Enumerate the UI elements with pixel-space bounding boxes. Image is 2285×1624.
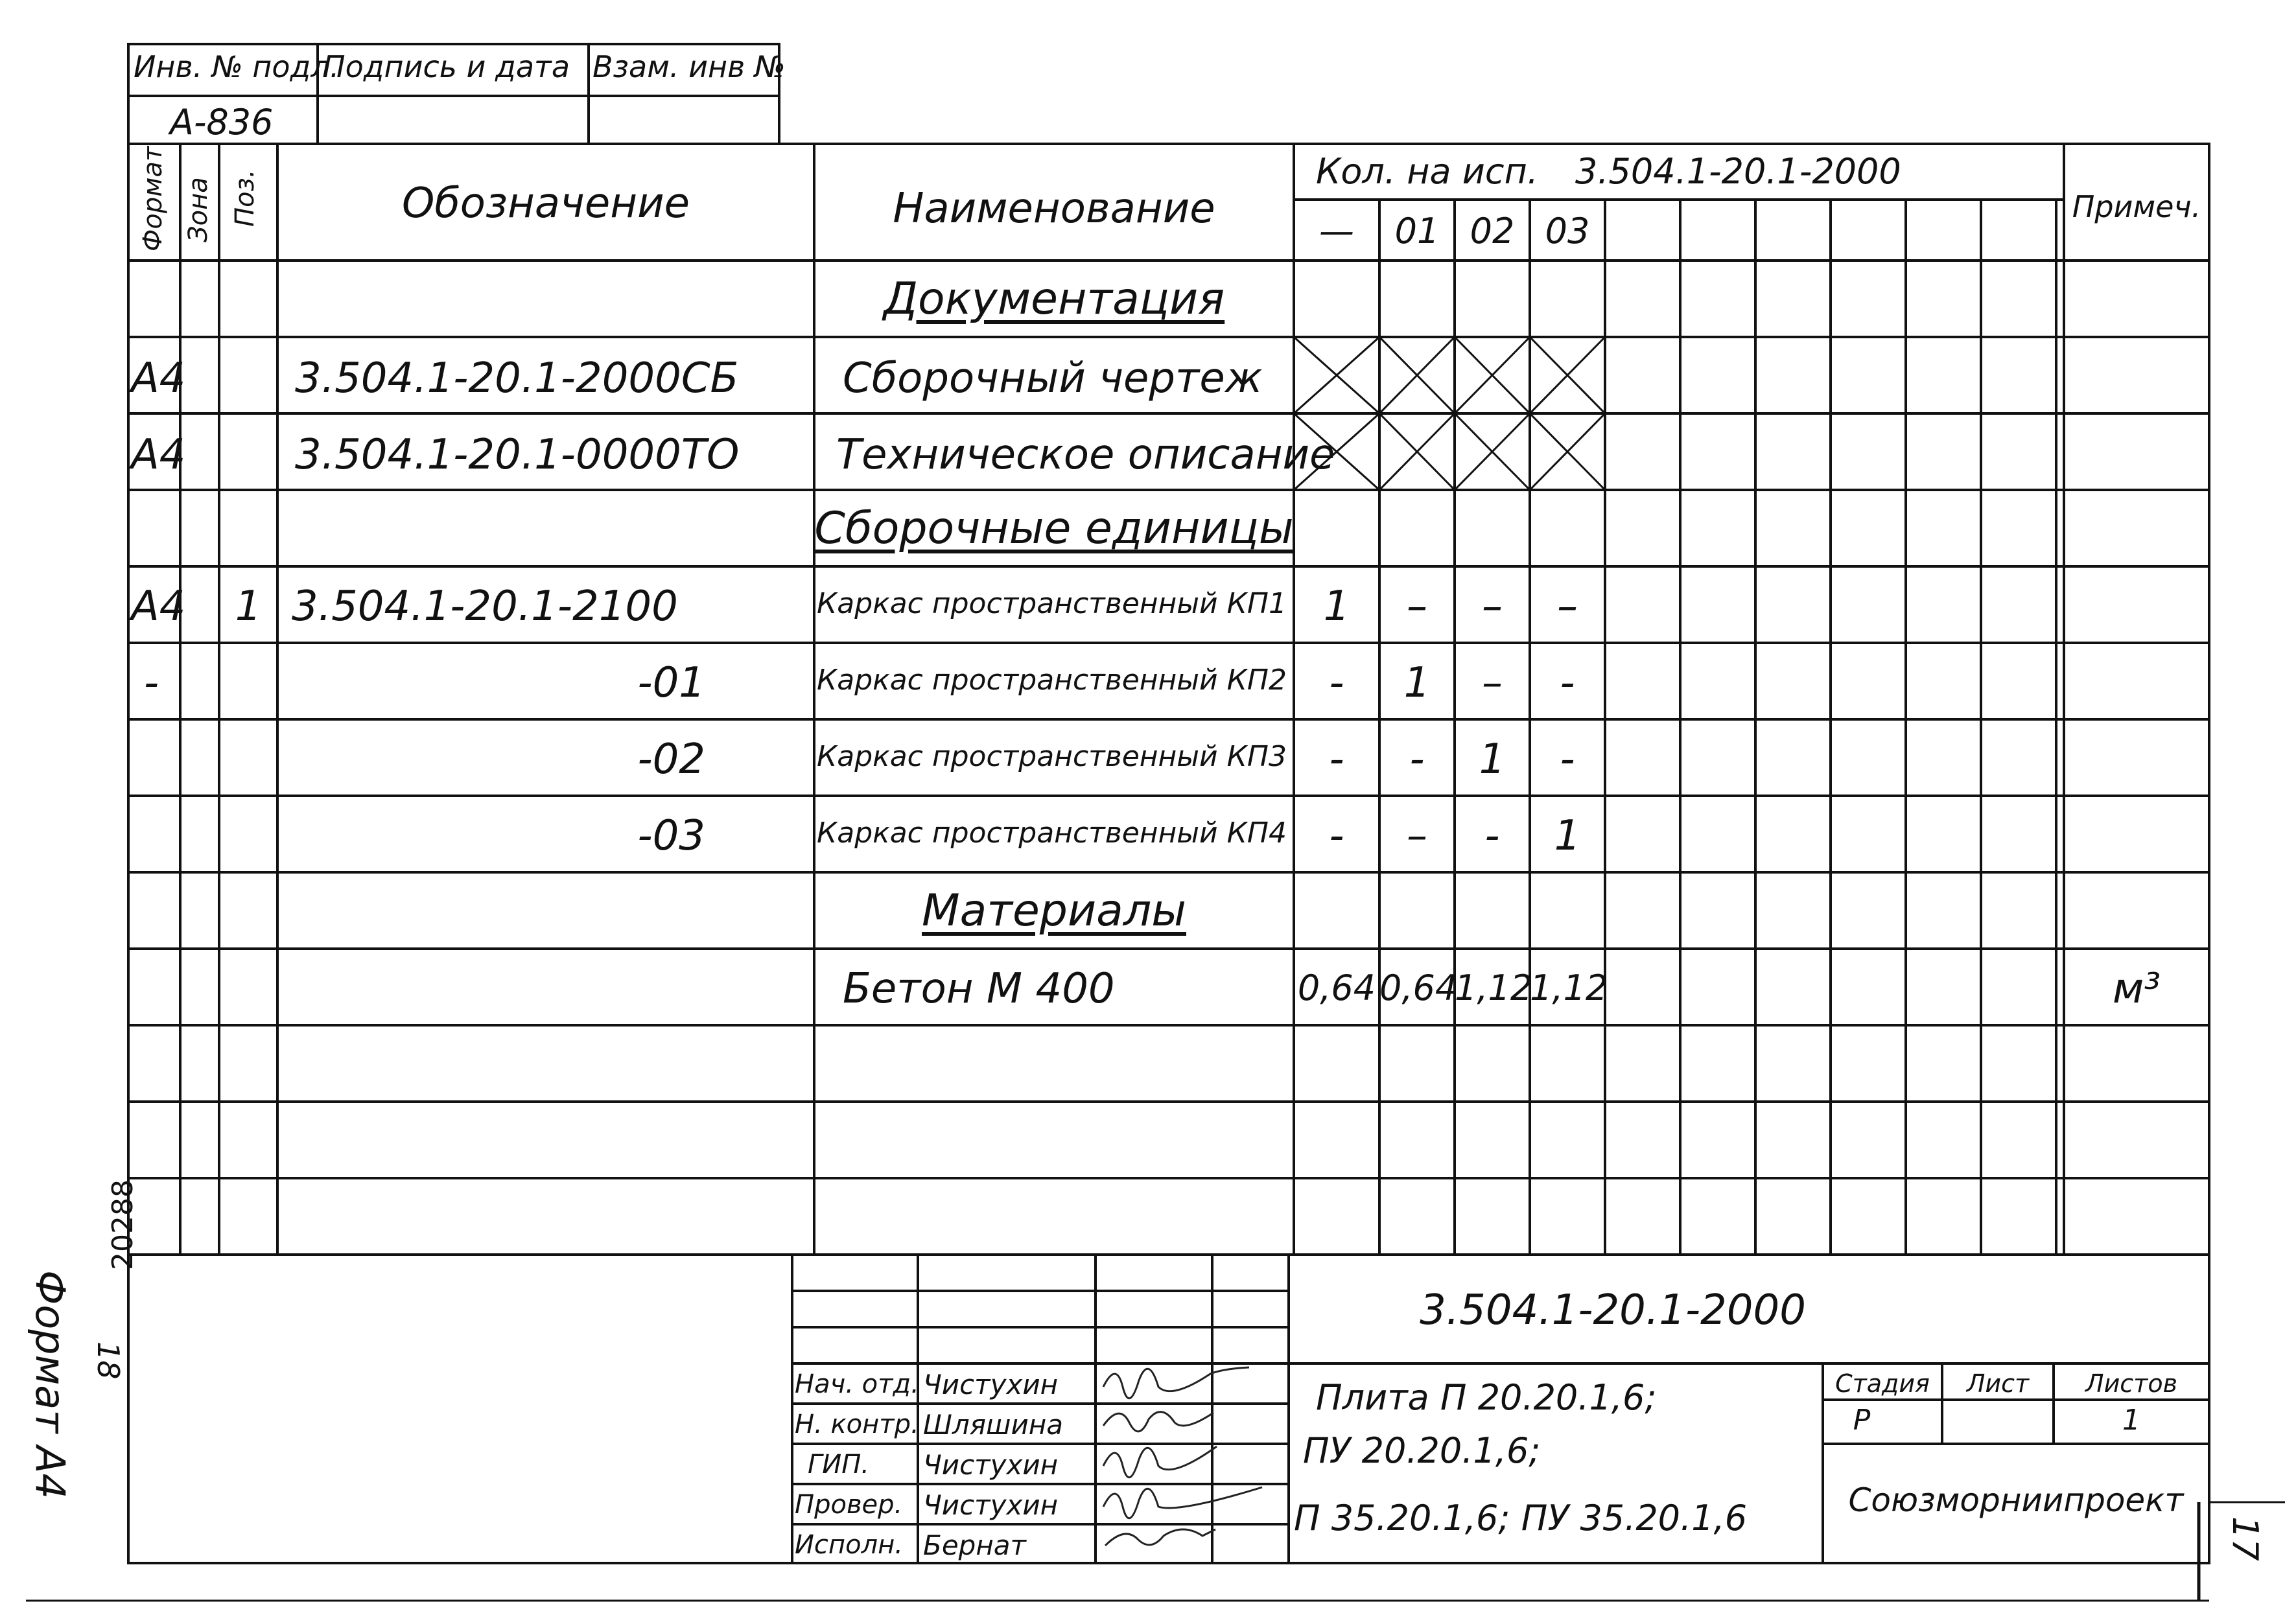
qty-value: 0,64 xyxy=(1297,968,1376,1008)
row-name: Сборочный чертеж xyxy=(843,354,1263,402)
qty-value: - xyxy=(1560,659,1575,707)
product-line-1: Плита П 20.20.1,6; xyxy=(1316,1377,1657,1418)
role-label: Провер. xyxy=(795,1490,903,1520)
col-designation-header: Обозначение xyxy=(401,180,690,227)
product-line-3: П 35.20.1,6; ПУ 35.20.1,6 xyxy=(1294,1498,1748,1538)
role-label: Нач. отд. xyxy=(795,1369,919,1399)
row-name: Каркас пространственный КП3 xyxy=(817,740,1287,773)
signatures xyxy=(1103,1367,1262,1546)
row-designation: -01 xyxy=(637,659,705,707)
col-zone-header: Зона xyxy=(183,177,213,242)
row-format: А4 xyxy=(131,354,186,402)
qty-value: - xyxy=(1409,736,1425,783)
row-format: А4 xyxy=(131,583,186,631)
person-name: Чистухин xyxy=(923,1449,1059,1481)
person-name: Шляшина xyxy=(923,1409,1063,1441)
qty-value: – xyxy=(1407,583,1427,631)
qty-value: - xyxy=(1484,812,1500,860)
row-name: Каркас пространственный КП4 xyxy=(817,817,1287,850)
role-label: ГИП. xyxy=(808,1450,869,1479)
row-pos: 1 xyxy=(235,583,262,631)
qty-doc-code: 3.504.1-20.1-2000 xyxy=(1575,151,1901,192)
qty-value: – xyxy=(1482,659,1503,707)
sheets-label: Листов xyxy=(2085,1369,2177,1398)
margin-page-number: 18 xyxy=(91,1341,126,1380)
approval-inv-number: А-836 xyxy=(170,102,274,143)
stage-label: Стадия xyxy=(1835,1369,1930,1398)
col-name-header: Наименование xyxy=(893,185,1215,233)
section-documentation: Документация xyxy=(883,273,1225,325)
qty-value: 1,12 xyxy=(1455,968,1533,1008)
qty-header: Кол. на исп. xyxy=(1316,151,1539,192)
qty-value: 1 xyxy=(1554,812,1581,860)
stage-value: Р xyxy=(1853,1404,1871,1437)
section-assemblies: Сборочные единицы xyxy=(814,503,1294,554)
qty-value: – xyxy=(1557,583,1578,631)
row-designation: 3.504.1-20.1-2100 xyxy=(292,583,678,631)
qty-value: - xyxy=(1329,812,1344,860)
margin-archive-number: 20288 xyxy=(106,1179,139,1270)
approval-header-inv: Инв. № подл. xyxy=(134,49,340,84)
qty-value: 1 xyxy=(1403,659,1431,707)
sheets-value: 1 xyxy=(2122,1404,2140,1437)
person-name: Чистухин xyxy=(923,1369,1059,1400)
role-label: Н. контр. xyxy=(795,1409,919,1439)
qty-value: – xyxy=(1482,583,1503,631)
approval-header-replaced: Взам. инв № xyxy=(592,49,786,84)
person-name: Бернат xyxy=(923,1529,1026,1561)
row-name: Бетон М 400 xyxy=(843,965,1115,1013)
col-pos-header: Поз. xyxy=(230,169,260,227)
qty-value: - xyxy=(1329,659,1344,707)
row-designation: -03 xyxy=(637,812,705,860)
margin-format-label: Формат А4 xyxy=(27,1270,74,1500)
qty-col-03: 03 xyxy=(1545,211,1590,251)
col-note-header: Примеч. xyxy=(2072,189,2201,224)
organization-name: Союзморниипроект xyxy=(1848,1481,2184,1519)
qty-value: 1,12 xyxy=(1530,968,1608,1008)
row-note-unit: м³ xyxy=(2113,965,2161,1013)
qty-value: 1 xyxy=(1323,583,1350,631)
qty-col-02: 02 xyxy=(1470,211,1515,251)
qty-value: – xyxy=(1407,812,1427,860)
title-doc-code: 3.504.1-20.1-2000 xyxy=(1420,1286,1806,1334)
qty-col-01: 01 xyxy=(1394,211,1440,251)
row-name: Каркас пространственный КП1 xyxy=(817,587,1287,620)
sheet-label: Лист xyxy=(1966,1369,2030,1398)
section-materials: Материалы xyxy=(922,885,1186,936)
product-line-2: ПУ 20.20.1,6; xyxy=(1303,1430,1541,1471)
role-label: Исполн. xyxy=(795,1530,903,1560)
row-name: Каркас пространственный КП2 xyxy=(817,664,1287,697)
row-format: А4 xyxy=(131,431,186,479)
row-designation: 3.504.1-20.1-0000ТО xyxy=(295,431,740,479)
qty-value: - xyxy=(1329,736,1344,783)
row-designation: 3.504.1-20.1-2000СБ xyxy=(295,354,739,402)
person-name: Чистухин xyxy=(923,1489,1059,1521)
row-designation: -02 xyxy=(637,736,705,783)
qty-value: - xyxy=(1560,736,1575,783)
row-format: - xyxy=(144,659,159,707)
row-name: Техническое описание xyxy=(836,431,1335,479)
col-format-header: Формат xyxy=(138,146,168,251)
qty-value: 1 xyxy=(1479,736,1506,783)
side-page-number: 17 xyxy=(2225,1516,2266,1561)
qty-col-base: — xyxy=(1319,211,1354,251)
approval-header-signature: Подпись и дата xyxy=(323,49,570,84)
qty-value: 0,64 xyxy=(1379,968,1458,1008)
